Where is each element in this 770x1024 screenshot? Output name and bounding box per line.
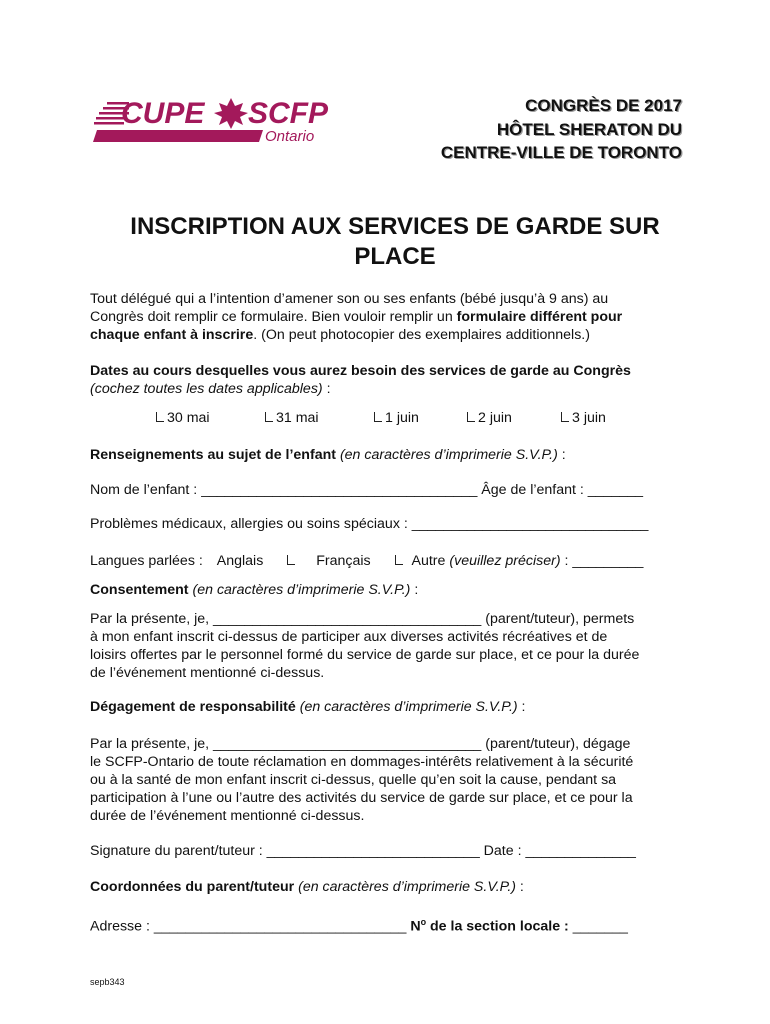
intro-line-3-text: . (On peut photocopier des exemplaires additionnels.) bbox=[253, 327, 590, 343]
intro-line-2-text: Congrès doit remplir ce formulaire. Bien vouloir remplir un bbox=[90, 309, 457, 325]
local-label-n: N bbox=[410, 918, 421, 935]
contact-heading-suffix: : bbox=[515, 879, 524, 895]
date-label: 1 juin bbox=[385, 410, 419, 426]
date-label: 3 juin bbox=[572, 410, 606, 426]
consent-line-1[interactable]: Par la présente, je, __________________________________ (parent/tuteur), permets bbox=[90, 611, 635, 627]
checkbox-icon[interactable] bbox=[561, 412, 569, 422]
title-line-1: INSCRIPTION AUX SERVICES DE GARDE SUR bbox=[130, 213, 660, 240]
cupe-scfp-logo bbox=[93, 92, 333, 144]
date-label: 31 mai bbox=[276, 410, 319, 426]
release-heading bbox=[90, 698, 526, 716]
signature-field[interactable]: Signature du parent/tuteur : ___________________________ Date : ______________ bbox=[90, 843, 636, 859]
header-line-1: CONGRÈS DE 2017 bbox=[525, 96, 682, 115]
lang-francais-label: Français bbox=[316, 553, 371, 569]
header-line-3: CENTRE-VILLE DE TORONTO bbox=[440, 143, 682, 162]
release-line-1[interactable]: Par la présente, je, __________________________________ (parent/tuteur), dégage bbox=[90, 736, 631, 752]
release-line-5: durée de l’événement mentionné ci-dessus. bbox=[90, 808, 365, 824]
languages-label: Langues parlées : bbox=[90, 553, 203, 569]
dates-note bbox=[90, 380, 331, 398]
date-label: 30 mai bbox=[167, 410, 210, 426]
intro-line-3 bbox=[90, 326, 590, 344]
child-heading-note: (en caractères d’imprimerie S.V.P.) bbox=[339, 447, 558, 463]
date-option-3-juin[interactable] bbox=[561, 409, 606, 427]
local-label-rest: de la section locale : bbox=[426, 918, 573, 935]
consent-heading bbox=[90, 581, 418, 599]
consent-heading-suffix: : bbox=[410, 582, 419, 598]
logo-graphic bbox=[93, 92, 333, 144]
form-title bbox=[90, 212, 700, 272]
intro-line-2-bold: formulaire différent pour bbox=[456, 309, 623, 325]
date-option-2-juin[interactable] bbox=[467, 409, 512, 427]
lang-autre-label: Autre bbox=[411, 553, 450, 569]
child-heading-suffix: : bbox=[557, 447, 566, 463]
dates-heading: Dates au cours desquelles vous aurez besoin des services de garde au Congrès bbox=[90, 363, 631, 379]
intro-line-3-bold: chaque enfant à inscrire bbox=[90, 327, 254, 343]
header-line-2: HÔTEL SHERATON DU bbox=[496, 119, 682, 139]
contact-heading bbox=[90, 878, 524, 896]
release-heading-bold: Dégagement de responsabilité bbox=[90, 699, 296, 715]
consent-line-3: loisirs offertes par le personnel formé du service de garde sur place, et ce pour la durée bbox=[90, 647, 640, 663]
release-line-4: participation à l’une ou l’autre des activités du service de garde sur place, et ce pour la bbox=[90, 790, 633, 806]
date-option-1-juin[interactable] bbox=[374, 409, 419, 427]
logo-text-scfp: SCFP bbox=[248, 97, 329, 130]
contact-heading-bold: Coordonnées du parent/tuteur bbox=[90, 879, 295, 895]
address-row[interactable] bbox=[90, 913, 628, 936]
date-label: 2 juin bbox=[478, 410, 512, 426]
consent-heading-bold: Consentement bbox=[90, 582, 189, 598]
checkbox-icon[interactable] bbox=[287, 555, 295, 565]
child-heading bbox=[90, 446, 566, 464]
intro-line-2 bbox=[90, 308, 622, 326]
footer-code: sepb343 bbox=[90, 977, 125, 987]
checkbox-icon[interactable] bbox=[156, 412, 164, 422]
date-option-31-mai[interactable] bbox=[265, 409, 319, 427]
lang-autre-blank[interactable]: : _________ bbox=[560, 553, 644, 569]
logo-text-ontario: Ontario bbox=[265, 128, 315, 144]
medical-field[interactable]: Problèmes médicaux, allergies ou soins spéciaux : ______________________________ bbox=[90, 516, 649, 532]
contact-heading-note: (en caractères d’imprimerie S.V.P.) bbox=[298, 879, 516, 895]
release-heading-note: (en caractères d’imprimerie S.V.P.) bbox=[299, 699, 518, 715]
address-field[interactable]: Adresse : ________________________________ bbox=[90, 918, 411, 935]
lang-anglais-label: Anglais bbox=[216, 553, 264, 569]
local-blank[interactable]: _______ bbox=[572, 918, 628, 935]
consent-heading-note: (en caractères d’imprimerie S.V.P.) bbox=[192, 582, 411, 598]
event-header bbox=[360, 94, 682, 165]
consent-line-2: à mon enfant inscrit ci-dessus de participer aux diverses activités récréatives et de bbox=[90, 629, 608, 645]
dates-note-suffix: : bbox=[322, 381, 331, 397]
lang-autre-note: (veuillez préciser) bbox=[449, 553, 561, 569]
date-option-30-mai[interactable] bbox=[156, 409, 210, 427]
title-line-2: PLACE bbox=[354, 243, 436, 270]
release-line-3: ou à la santé de mon enfant inscrit ci-dessus, quelle qu’en soit la cause, pendant sa bbox=[90, 772, 617, 788]
child-name-field[interactable]: Nom de l’enfant : ___________________________________ Âge de l’enfant : _______ bbox=[90, 482, 644, 498]
checkbox-icon[interactable] bbox=[467, 412, 475, 422]
checkbox-icon[interactable] bbox=[395, 555, 403, 565]
consent-line-4: de l’événement mentionné ci-dessus. bbox=[90, 665, 325, 681]
child-heading-bold: Renseignements au sujet de l’enfant bbox=[90, 447, 336, 463]
languages-row bbox=[90, 552, 643, 570]
checkbox-icon[interactable] bbox=[374, 412, 382, 422]
logo-text-cupe: CUPE bbox=[121, 97, 205, 130]
dates-note-italic: (cochez toutes les dates applicables) bbox=[90, 381, 323, 397]
intro-line-1: Tout délégué qui a l’intention d’amener son ou ses enfants (bébé jusqu’à 9 ans) au bbox=[90, 291, 609, 307]
release-heading-suffix: : bbox=[517, 699, 526, 715]
release-line-2: le SCFP-Ontario de toute réclamation en dommages-intérêts relativement à la sécurité bbox=[90, 754, 634, 770]
local-label-o: o bbox=[420, 917, 427, 927]
checkbox-icon[interactable] bbox=[265, 412, 273, 422]
